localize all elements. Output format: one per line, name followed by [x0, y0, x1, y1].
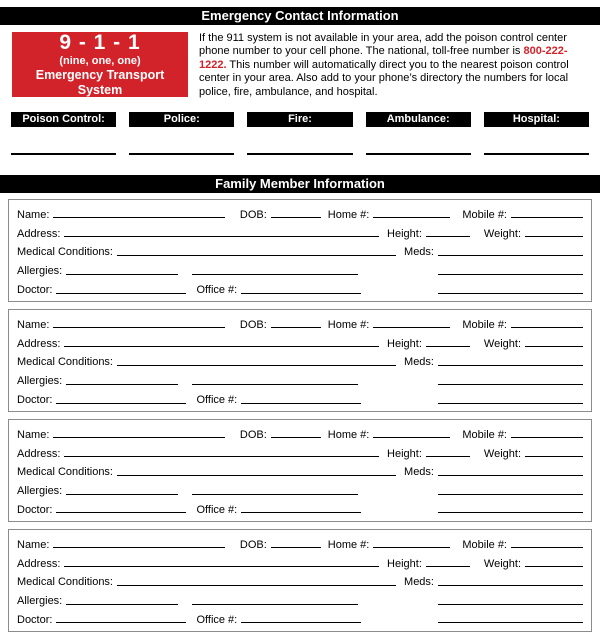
- 911-number-words: (nine, one, one): [59, 55, 141, 67]
- emergency-form-page: [0, 7, 600, 630]
- meds-continuation-line-1: [438, 604, 583, 605]
- mobile-phone-blank-line: [511, 327, 583, 328]
- name-label: Name:: [17, 428, 50, 441]
- height-blank-line: [426, 566, 470, 567]
- office-phone-blank-line: [241, 293, 361, 294]
- height-blank-line: [426, 456, 470, 457]
- office-phone-blank-line: [241, 512, 361, 513]
- doctor-blank-line: [56, 403, 186, 404]
- medical-conditions-label: Medical Conditions:: [17, 356, 113, 369]
- home-phone-blank-line: [373, 547, 450, 548]
- address-row: [17, 442, 583, 461]
- name-row: [17, 313, 583, 332]
- meds-continuation-line-2: [438, 512, 583, 513]
- weight-blank-line: [525, 346, 583, 347]
- doctor-label: Doctor:: [17, 284, 53, 297]
- contact-bar-hospital: Hospital:: [484, 112, 589, 127]
- medical-conditions-label: Medical Conditions:: [17, 246, 113, 259]
- medical-conditions-row: [17, 461, 583, 480]
- doctor-row: [17, 278, 583, 297]
- dob-label: DOB:: [239, 208, 267, 221]
- paragraph-text-after: This number will automatically direct you to the nearest poison control center in your area. Also add to your phone’s directory the numbers for local police, fire, ambulance, and hospital.: [199, 58, 569, 98]
- address-row: [17, 222, 583, 241]
- meds-label: Meds:: [404, 576, 434, 589]
- meds-label: Meds:: [404, 466, 434, 479]
- weight-label: Weight:: [483, 227, 521, 240]
- office-phone-label: Office #:: [196, 394, 238, 406]
- allergies-blank-line: [66, 494, 178, 495]
- weight-blank-line: [525, 566, 583, 567]
- doctor-row: [17, 498, 583, 517]
- weight-label: Weight:: [483, 447, 521, 460]
- meds-continuation-line-2: [438, 293, 583, 294]
- allergies-row: [17, 259, 583, 278]
- meds-label: Meds:: [404, 246, 434, 259]
- allergies-row: [17, 479, 583, 498]
- allergies-blank-line: [66, 274, 178, 275]
- family-member-list: [0, 199, 600, 632]
- family-section-title: Family Member Information: [0, 175, 600, 193]
- address-row: [17, 332, 583, 351]
- poison-control-phone-number: 800-222-1222.: [199, 45, 568, 71]
- mobile-phone-label: Mobile #:: [462, 538, 507, 551]
- height-label: Height:: [387, 227, 422, 240]
- dob-blank-line: [271, 327, 321, 328]
- medical-conditions-blank-line: [117, 585, 396, 586]
- address-row: [17, 552, 583, 571]
- allergies-label: Allergies:: [17, 375, 63, 388]
- medical-conditions-label: Medical Conditions:: [17, 466, 113, 479]
- doctor-blank-line: [56, 293, 186, 294]
- meds-blank-line: [438, 585, 583, 586]
- height-label: Height:: [387, 337, 422, 350]
- medical-conditions-label: Medical Conditions:: [17, 576, 113, 589]
- dob-label: DOB:: [239, 538, 267, 551]
- contact-bar-police: Police:: [129, 112, 234, 127]
- medical-conditions-blank-line: [117, 475, 396, 476]
- weight-blank-line: [525, 236, 583, 237]
- contact-labels-row: [11, 112, 589, 155]
- allergies-label: Allergies:: [17, 265, 63, 278]
- allergies-blank-line: [66, 604, 178, 605]
- family-member-box: [8, 309, 592, 412]
- name-row: [17, 533, 583, 552]
- meds-continuation-line-1: [438, 384, 583, 385]
- 911-red-box: [12, 32, 188, 97]
- name-row: [17, 423, 583, 442]
- medical-conditions-row: [17, 571, 583, 590]
- home-phone-label: Home #:: [327, 208, 370, 221]
- family-member-box: [8, 419, 592, 522]
- allergies-continuation-line: [192, 274, 358, 275]
- allergies-blank-line: [66, 384, 178, 385]
- mobile-phone-label: Mobile #:: [462, 208, 507, 221]
- name-row: [17, 203, 583, 222]
- doctor-label: Doctor:: [17, 394, 53, 406]
- address-label: Address:: [17, 447, 61, 460]
- weight-blank-line: [525, 456, 583, 457]
- allergies-row: [17, 369, 583, 388]
- weight-label: Weight:: [483, 557, 521, 570]
- medical-conditions-blank-line: [117, 255, 396, 256]
- home-phone-blank-line: [373, 217, 450, 218]
- dob-blank-line: [271, 437, 321, 438]
- hospital-blank-line: [484, 127, 589, 155]
- contact-bar-fire: Fire:: [247, 112, 352, 127]
- office-phone-blank-line: [241, 403, 361, 404]
- poison-control-paragraph: [199, 32, 590, 99]
- meds-continuation-line-1: [438, 494, 583, 495]
- intro-section: [12, 32, 590, 99]
- contact-bar-poison-control: Poison Control:: [11, 112, 116, 127]
- doctor-label: Doctor:: [17, 503, 53, 516]
- medical-conditions-blank-line: [117, 365, 396, 366]
- address-label: Address:: [17, 337, 61, 350]
- name-blank-line: [53, 437, 224, 438]
- address-blank-line: [64, 566, 379, 567]
- doctor-row: [17, 608, 583, 627]
- doctor-row: [17, 388, 583, 407]
- name-blank-line: [53, 217, 224, 218]
- 911-system-name: Emergency Transport System: [35, 68, 165, 97]
- height-blank-line: [426, 346, 470, 347]
- dob-blank-line: [271, 217, 321, 218]
- allergies-continuation-line: [192, 494, 358, 495]
- family-member-box: [8, 199, 592, 302]
- contact-bar-ambulance: Ambulance:: [366, 112, 471, 127]
- allergies-label: Allergies:: [17, 595, 63, 608]
- meds-continuation-line-2: [438, 403, 583, 404]
- dob-label: DOB:: [239, 318, 267, 331]
- allergies-label: Allergies:: [17, 485, 63, 498]
- height-label: Height:: [387, 557, 422, 570]
- office-phone-label: Office #:: [196, 503, 238, 516]
- home-phone-blank-line: [373, 437, 450, 438]
- ambulance-blank-line: [366, 127, 471, 155]
- office-phone-label: Office #:: [196, 613, 238, 626]
- page-title: Emergency Contact Information: [0, 7, 600, 25]
- meds-blank-line: [438, 255, 583, 256]
- dob-label: DOB:: [239, 428, 267, 441]
- medical-conditions-row: [17, 241, 583, 260]
- dob-blank-line: [271, 547, 321, 548]
- name-label: Name:: [17, 208, 50, 221]
- address-label: Address:: [17, 227, 61, 240]
- address-blank-line: [64, 456, 379, 457]
- address-blank-line: [64, 346, 379, 347]
- home-phone-label: Home #:: [327, 318, 370, 331]
- mobile-phone-blank-line: [511, 437, 583, 438]
- family-member-box: [8, 529, 592, 632]
- meds-continuation-line-1: [438, 274, 583, 275]
- police-blank-line: [129, 127, 234, 155]
- allergies-continuation-line: [192, 384, 358, 385]
- home-phone-label: Home #:: [327, 538, 370, 551]
- mobile-phone-label: Mobile #:: [462, 318, 507, 331]
- meds-blank-line: [438, 365, 583, 366]
- doctor-blank-line: [56, 512, 186, 513]
- address-blank-line: [64, 236, 379, 237]
- medical-conditions-row: [17, 351, 583, 370]
- address-label: Address:: [17, 557, 61, 570]
- mobile-phone-label: Mobile #:: [462, 428, 507, 441]
- home-phone-label: Home #:: [327, 428, 370, 441]
- height-blank-line: [426, 236, 470, 237]
- name-label: Name:: [17, 538, 50, 551]
- name-label: Name:: [17, 318, 50, 331]
- name-blank-line: [53, 547, 224, 548]
- home-phone-blank-line: [373, 327, 450, 328]
- mobile-phone-blank-line: [511, 547, 583, 548]
- meds-label: Meds:: [404, 356, 434, 369]
- poison-control-blank-line: [11, 127, 116, 155]
- meds-blank-line: [438, 475, 583, 476]
- mobile-phone-blank-line: [511, 217, 583, 218]
- name-blank-line: [53, 327, 224, 328]
- fire-blank-line: [247, 127, 352, 155]
- weight-label: Weight:: [483, 337, 521, 350]
- doctor-label: Doctor:: [17, 613, 53, 626]
- allergies-continuation-line: [192, 604, 358, 605]
- paragraph-text-before: If the 911 system is not available in your area, add the poison control center phone number to your cell phone. The national, toll-free number is: [199, 32, 567, 58]
- office-phone-label: Office #:: [196, 284, 238, 297]
- 911-number: 9 - 1 - 1: [59, 31, 141, 54]
- allergies-row: [17, 589, 583, 608]
- height-label: Height:: [387, 447, 422, 460]
